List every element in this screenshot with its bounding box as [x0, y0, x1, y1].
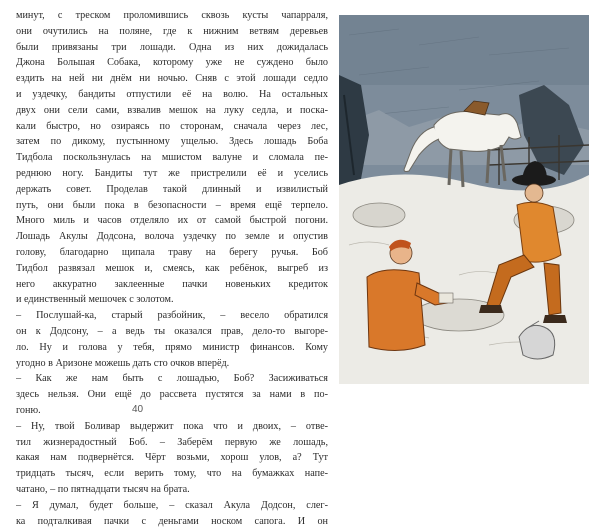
- text-line: затем по дикому, пустынному ущелью. Здесь лошадь Боба: [16, 134, 328, 150]
- text-line: путь, они были пока в безопасности – время ещё терпело.: [16, 198, 328, 214]
- orange-jacket: [367, 270, 425, 351]
- text-line: – Я думал, будет больше, – сказал Акула Додсон, слег-: [16, 498, 328, 514]
- sky-shade: [339, 15, 589, 85]
- text-line: кали быстро, но озираясь по сторонам, сначала через лес,: [16, 119, 328, 135]
- text-line: ло. Ну и голова у тебя, прямо министр финансов. Кому: [16, 340, 328, 356]
- text-line: Много миль и часов отделяло их от самой быстрой погони.: [16, 213, 328, 229]
- text-line: – Послушай-ка, старый разбойник, – весело обратился: [16, 308, 328, 324]
- text-line: и единственный мешочек с золотом.: [16, 292, 328, 308]
- text-line: чатано, – по пятнадцати тысяч на брата.: [16, 482, 328, 498]
- text-line: ездить на ней ни днём ни ночью. Сняв с этой лошади седло: [16, 71, 328, 87]
- boot: [479, 305, 503, 313]
- page-number: 40: [132, 404, 143, 415]
- text-line: держать совет. Проделав такой длинный и извилистый: [16, 182, 328, 198]
- text-line: он к Додсону, – а ведь ты оказался прав, дело-то выгоре-: [16, 324, 328, 340]
- text-line: Тидбола поскользнулась на мшистом валуне и сломала пе-: [16, 150, 328, 166]
- text-line: голову, благодарно щипала траву на берегу ручья. Боб: [16, 245, 328, 261]
- text-line: гоню.: [16, 403, 328, 419]
- text-line: него аккуратно заклеенные пачки новеньких кредиток: [16, 277, 328, 293]
- text-line: реднюю ногу. Бандиты тут же пристрелили её и уселись: [16, 166, 328, 182]
- text-line: тил жизнерадостный Боб. – Заберём первую же лошадь,: [16, 435, 328, 451]
- text-line: здесь нельзя. Они ещё до рассвета пустятся за нами в по-: [16, 387, 328, 403]
- boot: [543, 315, 567, 323]
- text-line: – Ну, твой Боливар выдержит пока что и двоих, – отве-: [16, 419, 328, 435]
- text-line: тридцать тысяч, если верить тому, что на бумажках напе-: [16, 466, 328, 482]
- text-line: минут, с треском проломившись сквозь кусты чапарраля,: [16, 8, 328, 24]
- face: [525, 184, 543, 202]
- text-line: угодно в Аризоне можешь дать сто очков вперёд.: [16, 356, 328, 372]
- story-illustration: [339, 15, 589, 384]
- text-line: – Как же нам быть с лошадью, Боб? Засиживаться: [16, 371, 328, 387]
- text-line: были привязаны три лошади. Одна из них дожидалась: [16, 40, 328, 56]
- text-line: Джона Большая Собака, которому уже не суждено было: [16, 55, 328, 71]
- text-line: Тидбол развязал мешок и, смеясь, как ребёнок, выгреб из: [16, 261, 328, 277]
- text-line: они очутились на поляне, где к нижним ветвям деревьев: [16, 24, 328, 40]
- banknotes: [439, 293, 453, 303]
- rock: [353, 203, 405, 227]
- text-line: и уздечку, бандиты отпустили её на волю. На остальных: [16, 87, 328, 103]
- illustration-drawing: [339, 15, 589, 384]
- text-line: ка подталкивая пачки с деньгами носком сапога. И он: [16, 514, 328, 529]
- text-line: Лошадь Акулы Додсона, волоча уздечку по земле и опустив: [16, 229, 328, 245]
- text-line: какая нам подвернётся. Чёрт возьми, хорош улов, а? Тут: [16, 450, 328, 466]
- page-text-column: [16, 8, 328, 529]
- text-line: двух они сели сами, взвалив мешок на луку седла, и поска-: [16, 103, 328, 119]
